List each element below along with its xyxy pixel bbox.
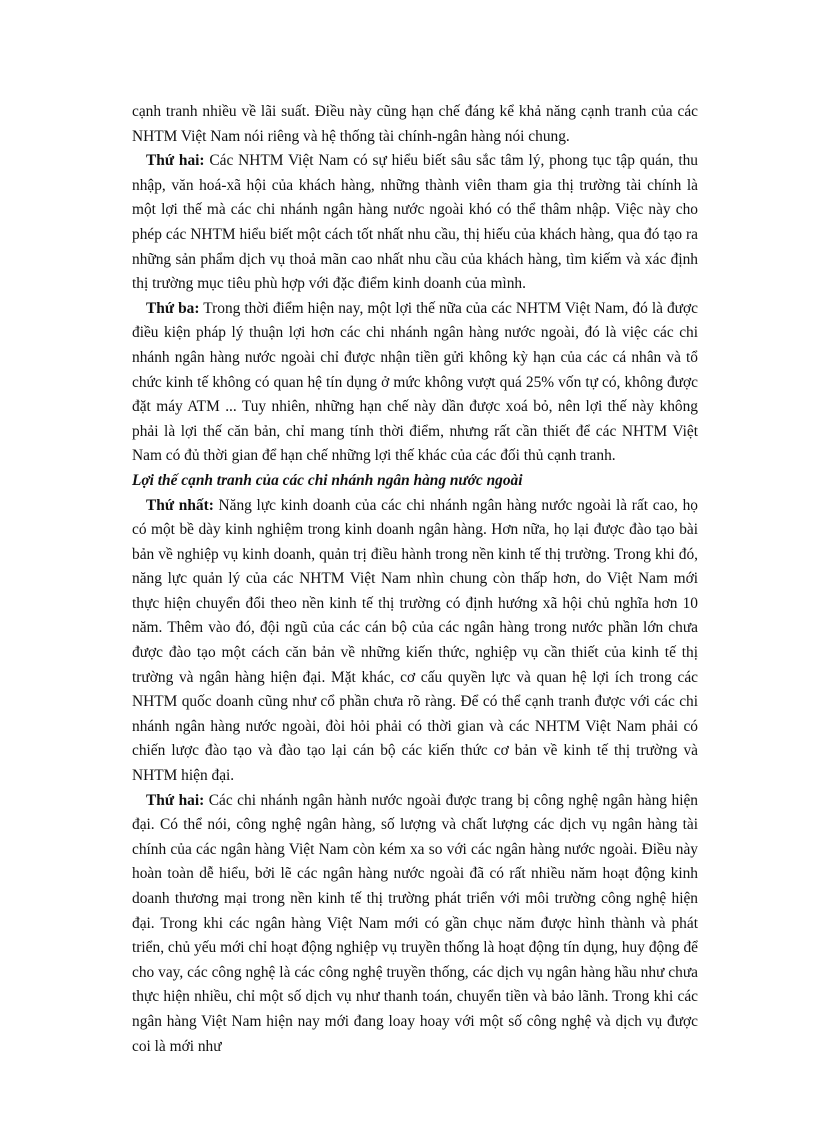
paragraph-lead: Thứ ba: [146,299,200,317]
document-page [132,100,698,1059]
section-heading: Lợi thế cạnh tranh của các chi nhánh ngân hàng nước ngoài [132,471,523,489]
paragraph-thu-ba [132,297,698,469]
paragraph-text: Trong thời điểm hiện nay, một lợi thế nữa của các NHTM Việt Nam, đó là được điều kiện pháp lý thuận lợi hơn các chi nhánh ngân hàng nước ngoài, đó là việc các chi nhánh ngân hàng nước ngoài chỉ được nhận tiền gửi không kỳ hạn của các cá nhân và tổ chức kinh tế không có quan hệ tín dụng ở mức không vượt quá 25% vốn tự có, không được đặt máy ATM ... Tuy nhiên, những hạn chế này dần được xoá bỏ, nên lợi thế này không phải là lợi thế căn bản, chỉ mang tính thời điểm, nhưng rất cần thiết để các NHTM Việt Nam có đủ thời gian để hạn chế những lợi thế khác của các đối thủ cạnh tranh. [132,299,698,465]
paragraph-text: Các chi nhánh ngân hành nước ngoài được trang bị công nghệ ngân hàng hiện đại. Có thể nói, công nghệ ngân hàng, số lượng và chất lượng các dịch vụ ngân hàng tài chính của các ngân hàng Việt Nam còn kém xa so với các ngân hàng nước ngoài. Điều này hoàn toàn dễ hiểu, bởi lẽ các ngân hàng nước ngoài đã có rất nhiều năm hoạt động kinh doanh thương mại trong nền kinh tế thị trường phát triển với môi trường công nghệ hiện đại. Trong khi các ngân hàng Việt Nam mới có gần chục năm được hình thành và phát triển, chủ yếu mới chỉ hoạt động nghiệp vụ truyền thống là hoạt động tín dụng, huy động để cho vay, các công nghệ là các công nghệ truyền thống, các dịch vụ ngân hàng hầu như chưa thực hiện nhiều, chỉ một số dịch vụ như thanh toán, chuyển tiền và bảo lãnh. Trong khi các ngân hàng Việt Nam hiện nay mới đang loay hoay với một số công nghệ và dịch vụ được coi là mới như [132,791,698,1055]
paragraph-lead: Thứ hai: [146,791,205,809]
paragraph-text: Các NHTM Việt Nam có sự hiểu biết sâu sắc tâm lý, phong tục tập quán, thu nhập, văn hoá-xã hội của khách hàng, những thành viên tham gia thị trường tài chính là một lợi thế mà các chi nhánh ngân hàng nước ngoài khó có thể thâm nhập. Việc này cho phép các NHTM hiểu biết một cách tốt nhất nhu cầu, thị hiếu của khách hàng, qua đó tạo ra những sản phẩm dịch vụ thoả mãn cao nhất nhu cầu của khách hàng, tìm kiếm và xác định thị trường mục tiêu phù hợp với đặc điểm kinh doanh của mình. [132,152,698,293]
paragraph-lead: Thứ hai: [146,152,205,170]
paragraph-continuation [132,100,698,149]
paragraph-thu-hai-2 [132,789,698,1060]
paragraph-text: Năng lực kinh doanh của các chi nhánh ngân hàng nước ngoài là rất cao, họ có một bề dày kinh nghiệm trong kinh doanh ngân hàng. Hơn nữa, họ lại được đào tạo bài bản về nghiệp vụ kinh doanh, quản trị điều hành trong nền kinh tế thị trường. Trong khi đó, năng lực quản lý của các NHTM Việt Nam nhìn chung còn thấp hơn, do Việt Nam mới thực hiện chuyển đổi theo nền kinh tế thị trường có định hướng xã hội chủ nghĩa hơn 10 năm. Thêm vào đó, đội ngũ của các cán bộ của các ngân hàng trong nước phần lớn chưa được đào tạo một cách căn bản về những kiến thức, nghiệp vụ cần thiết của kinh tế thị trường và ngân hàng hiện đại. Mặt khác, cơ cấu quyền lực và quan hệ lợi ích trong các NHTM quốc doanh cũng như cổ phần chưa rõ ràng. Để có thể cạnh tranh được với các chi nhánh ngân hàng nước ngoài, đòi hỏi phải có thời gian và các NHTM Việt Nam phải có chiến lược đào tạo và đào tạo lại cán bộ các kiến thức cơ bản về kinh tế thị trường và NHTM hiện đại. [132,496,698,785]
paragraph-lead: Thứ nhất: [146,496,214,514]
paragraph-thu-nhat [132,494,698,789]
paragraph-thu-hai-1 [132,149,698,297]
paragraph-text: cạnh tranh nhiều về lãi suất. Điều này cũng hạn chế đáng kể khả năng cạnh tranh của các NHTM Việt Nam nói riêng và hệ thống tài chính-ngân hàng nói chung. [132,103,698,145]
